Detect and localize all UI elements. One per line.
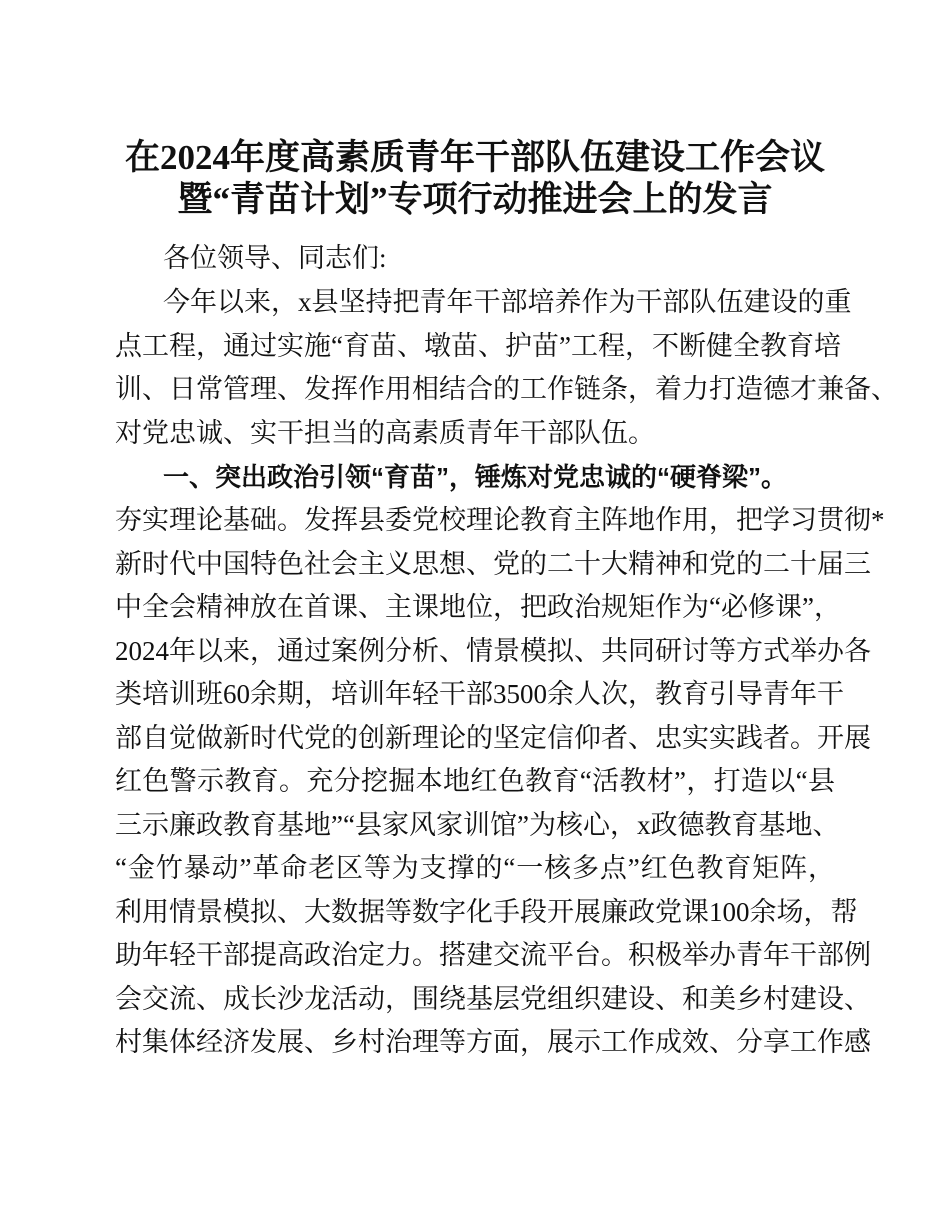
intro-line: 训、日常管理、发挥作用相结合的工作链条，着力打造德才兼备、 xyxy=(115,374,898,404)
body-line: 助年轻干部提高政治定力。搭建交流平台。积极举办青年干部例 xyxy=(115,940,871,970)
body-line: 部自觉做新时代党的创新理论的坚定信仰者、忠实实践者。开展 xyxy=(115,723,871,753)
greeting: 各位领导、同志们: xyxy=(163,243,387,273)
intro-line: 点工程，通过实施“育苗、墩苗、护苗”工程，不断健全教育培 xyxy=(115,331,841,361)
body-line: 类培训班60余期，培训年轻干部3500余人次，教育引导青年干 xyxy=(115,679,844,709)
body-line: 中全会精神放在首课、主课地位，把政治规矩作为“必修课”， xyxy=(115,592,841,622)
body-line: 三示廉政教育基地”“县家风家训馆”为核心，x政德教育基地、 xyxy=(115,810,840,840)
body-line: 村集体经济发展、乡村治理等方面，展示工作成效、分享工作感 xyxy=(115,1027,871,1057)
document-title-line-1: 在2024年度高素质青年干部队伍建设工作会议 xyxy=(124,138,825,177)
body-line: 2024年以来，通过案例分析、情景模拟、共同研讨等方式举办各 xyxy=(115,636,871,666)
intro-line: 对党忠诚、实干担当的高素质青年干部队伍。 xyxy=(115,418,655,448)
body-line: “金竹暴动”革命老区等为支撑的“一核多点”红色教育矩阵， xyxy=(115,853,835,883)
body-line: 新时代中国特色社会主义思想、党的二十大精神和党的二十届三 xyxy=(115,549,871,579)
body-line: 红色警示教育。充分挖掘本地红色教育“活教材”，打造以“县 xyxy=(115,766,835,796)
body-line: 会交流、成长沙龙活动，围绕基层党组织建设、和美乡村建设、 xyxy=(115,984,871,1014)
intro-line: 今年以来，x县坚持把青年干部培养作为干部队伍建设的重 xyxy=(163,287,852,317)
body-line: 利用情景模拟、大数据等数字化手段开展廉政党课100余场，帮 xyxy=(115,897,858,927)
section-heading: 一、突出政治引领“育苗”，锤炼对党忠诚的“硬脊梁”。 xyxy=(163,462,788,492)
body-line: 夯实理论基础。发挥县委党校理论教育主阵地作用，把学习贯彻* xyxy=(115,505,885,535)
document-title-line-2: 暨“青苗计划”专项行动推进会上的发言 xyxy=(177,180,773,219)
